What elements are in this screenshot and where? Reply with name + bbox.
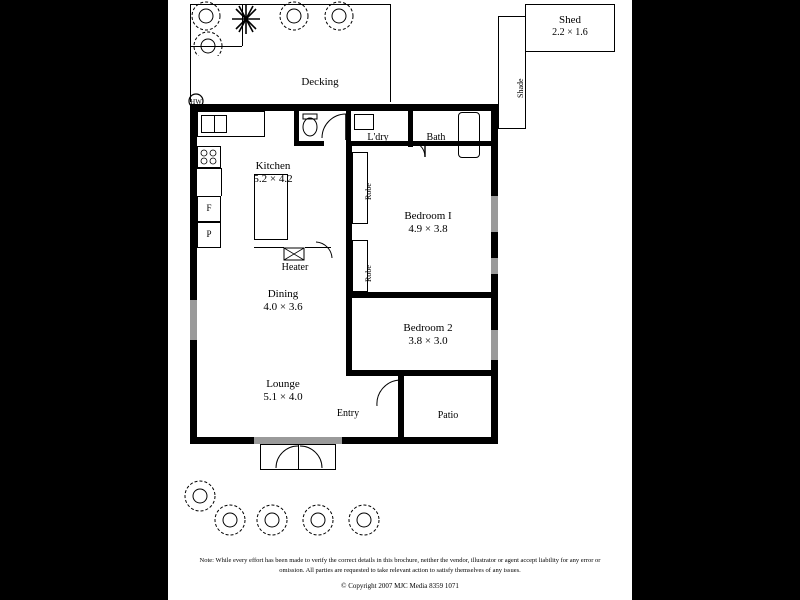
shade-outline-left bbox=[498, 16, 499, 128]
shade-outline-top bbox=[498, 16, 525, 17]
interior-wall-bed2-bottom bbox=[346, 370, 498, 376]
decking-outline-right bbox=[390, 4, 391, 102]
garden-shrubs-front bbox=[178, 478, 408, 538]
fixture-label-pantry: P bbox=[206, 229, 212, 239]
heater-icon bbox=[283, 247, 305, 261]
room-label-decking: Decking bbox=[301, 76, 339, 88]
hot-water-icon bbox=[186, 92, 206, 110]
laundry-trough bbox=[354, 114, 374, 130]
door-swing-hall bbox=[320, 112, 348, 142]
interior-wall-kitchen-bottom bbox=[190, 144, 196, 145]
door-swing-dining bbox=[314, 240, 334, 260]
floor-plan-sheet bbox=[168, 0, 632, 600]
exterior-wall-right bbox=[491, 104, 498, 444]
bathtub bbox=[458, 112, 480, 158]
room-label-bedroom-2: Bedroom 2 3.8 × 3.0 bbox=[403, 322, 453, 347]
room-label-dining: Dining 4.0 × 3.6 bbox=[263, 288, 303, 313]
window-bottom-1 bbox=[254, 437, 342, 444]
front-door-swings bbox=[260, 444, 338, 472]
door-swing-entry bbox=[374, 378, 402, 410]
exterior-wall-top bbox=[190, 104, 498, 111]
room-label-shade: Shade bbox=[516, 78, 525, 98]
dining-kitchen-divider bbox=[254, 247, 284, 248]
fixture-label-robe-2: Robe bbox=[364, 265, 373, 282]
shade-outline-right bbox=[525, 52, 526, 128]
door-swing-bath bbox=[408, 140, 430, 160]
svg-text:HW: HW bbox=[190, 98, 202, 106]
room-label-laundry: L'dry bbox=[367, 132, 389, 143]
fixture-label-robe-1: Robe bbox=[364, 183, 373, 200]
window-right-1 bbox=[491, 196, 498, 232]
room-label-kitchen: Kitchen 5.2 × 4.2 bbox=[253, 160, 293, 185]
window-right-2 bbox=[491, 258, 498, 274]
room-label-entry: Entry bbox=[336, 408, 360, 419]
room-label-lounge: Lounge 5.1 × 4.0 bbox=[263, 378, 303, 403]
room-label-bedroom-1: Bedroom I 4.9 × 3.8 bbox=[404, 210, 452, 235]
shade-outline-bottom bbox=[498, 128, 526, 129]
kitchen-sink-divider bbox=[214, 115, 215, 133]
cooktop-burners bbox=[199, 148, 219, 166]
fixture-label-fridge: F bbox=[206, 203, 212, 213]
disclaimer-note: Note: While every effort has been made to verify the correct details in this brochure, neither the vendor, illustrator or agent accept liability for any error or omission. All parties are requested to take relevant action to satisfy themselves of any issues. bbox=[199, 557, 601, 574]
kitchen-bench-edge bbox=[221, 168, 222, 196]
room-label-patio: Patio bbox=[437, 410, 459, 421]
copyright-line: © Copyright 2007 MJC Media 8359 1071 bbox=[341, 582, 459, 590]
room-label-shed: Shed 2.2 × 1.6 bbox=[552, 14, 588, 38]
exterior-wall-left bbox=[190, 104, 197, 444]
window-right-3 bbox=[491, 330, 498, 360]
fixture-label-heater: Heater bbox=[281, 262, 309, 273]
exterior-wall-bottom bbox=[190, 437, 498, 444]
kitchen-bench-edge-2 bbox=[197, 168, 222, 169]
garden-shrubs-top bbox=[184, 0, 374, 56]
room-label-bath: Bath bbox=[426, 132, 446, 143]
interior-wall-bed1-bottom bbox=[346, 292, 498, 298]
window-left-1 bbox=[190, 300, 197, 340]
